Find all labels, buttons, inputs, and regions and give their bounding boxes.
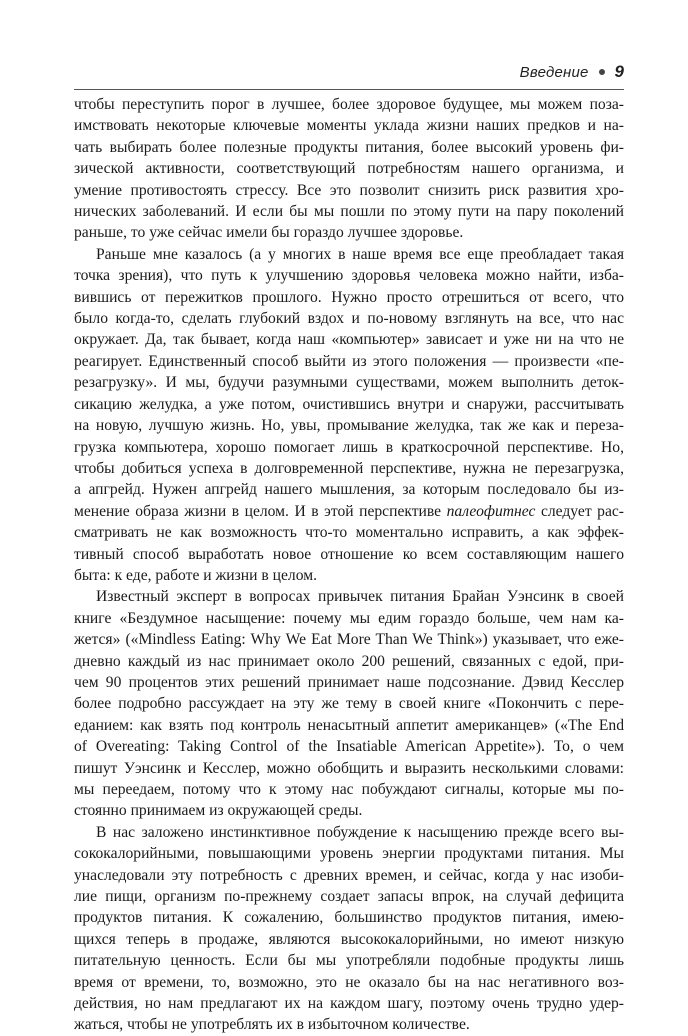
text-line: на новую, лучшую жизнь. Но, увы, промывание желудка, так же как и переза- <box>74 417 624 435</box>
text-line: чем 90 процентов этих решений принимает наше подсознание. Дэвид Кесслер <box>74 673 624 691</box>
body-text <box>74 94 624 1036</box>
text-line: щихся теперь в продаже, являются высококалорийными, но имеют низкую <box>74 930 624 948</box>
text-line: жется» («Mindless Eating: Why We Eat More Than We Think») указывает, что еже- <box>74 631 624 649</box>
text-line: а апгрейд. Нужен апгрейд нашего мышления, за которым последовало бы из- <box>74 481 624 499</box>
text-line: сококалорийными, повышающими уровень энергии продуктами питания. Мы <box>74 845 624 863</box>
text-line: резагрузку». И мы, будучи разумными существами, можем выполнить деток- <box>74 374 624 392</box>
text-line: продуктов питания. К сожалению, большинство продуктов питания, имею- <box>74 909 624 927</box>
text-line: точка зрения), что путь к улучшению здоровья человека можно найти, изба- <box>74 267 624 285</box>
text-line: чтобы переступить порог в лучшее, более здоровое будущее, мы можем поза- <box>74 96 624 113</box>
text-line: окружает. Да, так бывает, когда наш «компьютер» зависает и уже ни на что не <box>74 331 624 349</box>
paragraph <box>74 244 624 587</box>
text-line: пишут Уэнсинк и Кесслер, можно обобщить и выразить несколькими словами: <box>74 759 624 777</box>
text-line: чтобы добиться успеха в долговременной перспективе, нужна не перезагрузка, <box>74 459 624 477</box>
text-line: В нас заложено инстинктивное побуждение к насыщению прежде всего вы- <box>96 823 624 841</box>
text-line: чать выбирать более полезные продукты питания, более высокий уровень фи- <box>74 138 624 156</box>
bullet-separator <box>599 69 605 75</box>
text-line: книге «Бездумное насыщение: почему мы едим гораздо больше, чем нам ка- <box>74 609 624 627</box>
text-line: еданием: как взять под контроль ненасытный аппетит американцев» («The End <box>74 716 624 734</box>
header-rule <box>74 89 624 90</box>
text-line: Известный эксперт в вопросах привычек питания Брайан Уэнсинк в своей <box>96 588 624 606</box>
text-line: питательную ценность. Если бы мы употребляли подобные продукты лишь <box>74 952 624 970</box>
text-line: менение образа жизни в целом. И в этой перспективе палеофитнес следует рас- <box>74 502 624 520</box>
text-line: тивный способ выработать новое отношение ко всем составляющим нашего <box>74 545 624 563</box>
italic-term: палеофитнес <box>446 502 536 520</box>
paragraph <box>74 94 624 244</box>
text-line: было когда-то, сделать глубокий вздох и по-новому взглянуть на все, что нас <box>74 310 624 328</box>
text-line: вившись от пережитков прошлого. Нужно просто отрешиться от всего, что <box>74 288 624 306</box>
text-line: быта: к еде, работе и жизни в целом. <box>74 566 317 584</box>
text-line: жаться, чтобы не употреблять их в избыточном количестве. <box>74 1016 470 1034</box>
text-line: реагирует. Единственный способ выйти из этого положения — произвести «пе- <box>74 352 624 370</box>
text-line: имствовать некоторые ключевые моменты уклада жизни наших предков и на- <box>74 117 624 135</box>
text-line: стоянно принимаем из окружающей среды. <box>74 802 363 820</box>
text-line: действия, но нам предлагают их на каждом шагу, поэтому очень трудно удер- <box>74 995 624 1013</box>
running-head <box>74 62 624 86</box>
text-line: унаследовали эту потребность с древних времен, и сейчас, когда у нас изоби- <box>74 866 624 884</box>
text-line: умение противостоять стрессу. Все это позволит снизить риск развития хро- <box>74 181 624 199</box>
text-line: лие пищи, организм по-прежнему создает запасы впрок, на случай дефицита <box>74 888 624 906</box>
text-line: грузка компьютера, хорошо помогает лишь в краткосрочной перспективе. Но, <box>74 438 624 456</box>
paragraph <box>74 586 624 821</box>
text-line: дневно каждый из нас принимает около 200 решений, связанных с едой, при- <box>74 652 624 670</box>
text-line: время от времени, то, возможно, это не оказало бы на нас негативного воз- <box>74 973 624 991</box>
text-line: Раньше мне казалось (а у многих в наше время все еще преобладает такая <box>96 245 624 263</box>
text-line: сматривать не как возможность что-то моментально исправить, а как эффек- <box>74 524 624 542</box>
section-title: Введение <box>519 64 589 81</box>
paragraph <box>74 822 624 1036</box>
text-line: нических заболеваний. И если бы мы пошли по этому пути на пару поколений <box>74 203 624 221</box>
text-line: мы переедаем, потому что к этому нас побуждают сигналы, которые мы по- <box>74 781 624 798</box>
text-line: более подробно рассуждает на эту же тему в своей книге «Покончить с пере- <box>74 695 624 713</box>
text-line: сикацию желудка, а уже потом, очистившись внутри и снаружи, рассчитывать <box>74 395 624 413</box>
text-line: раньше, то уже сейчас имели бы гораздо лучшее здоровье. <box>74 224 464 242</box>
text-line: of Overeating: Taking Control of the Insatiable American Appetite»). То, о чем <box>74 738 624 756</box>
page-number: 9 <box>614 62 624 81</box>
text-line: зической активности, соответствующий потребностям нашего организма, и <box>74 160 624 178</box>
